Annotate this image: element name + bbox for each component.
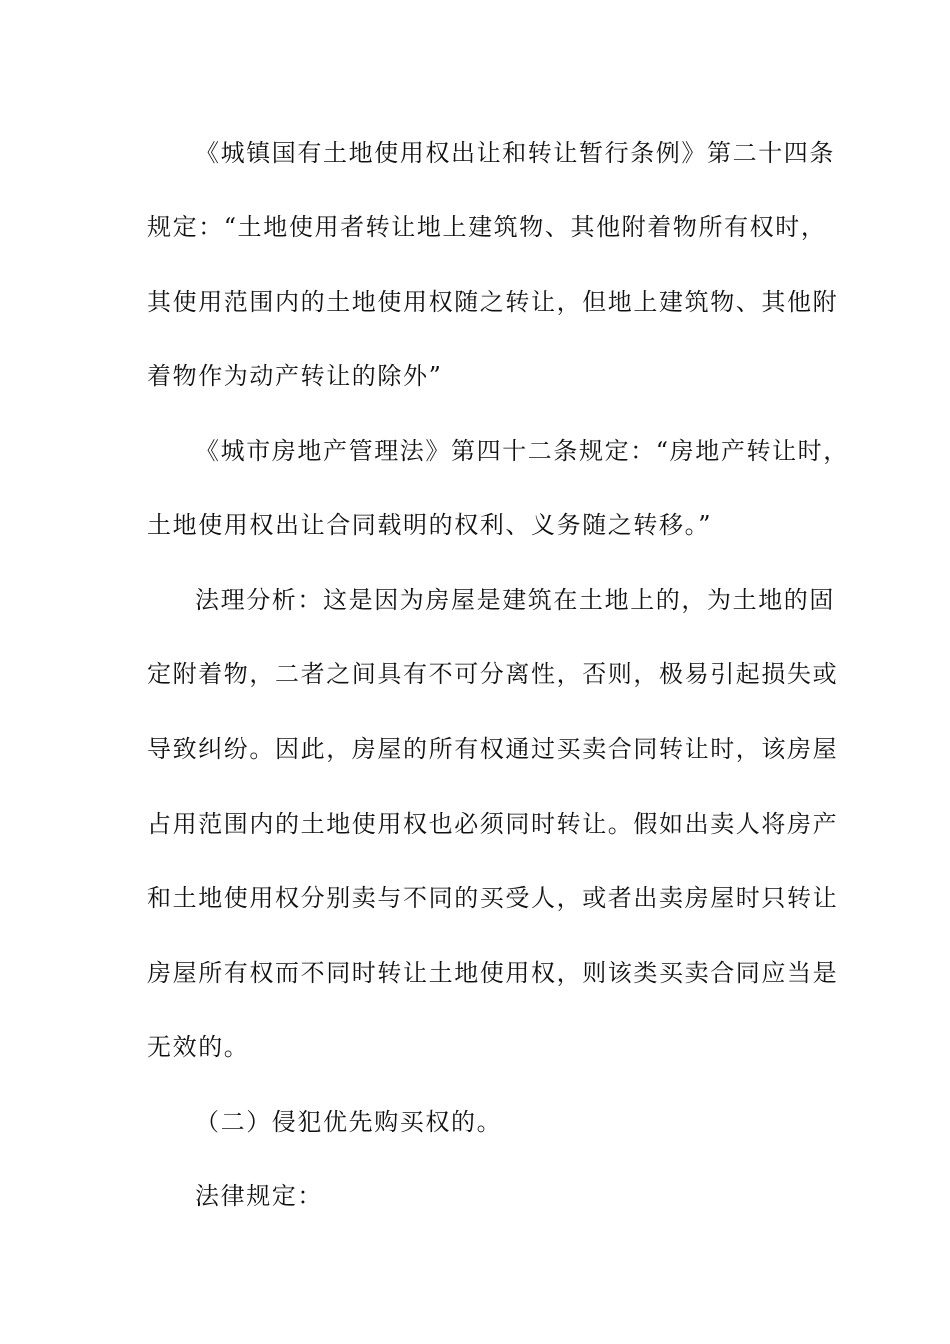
paragraph-line: 其使用范围内的土地使用权随之转让，但地上建筑物、其他附 (147, 288, 839, 316)
paragraph-line: 导致纠纷。因此，房屋的所有权通过买卖合同转让时，该房屋 (147, 735, 839, 763)
section-heading: （二）侵犯优先购买权的。 (195, 1108, 503, 1136)
paragraph-line: 土地使用权出让合同载明的权利、义务随之转移。” (147, 511, 713, 539)
paragraph-line: 法理分析：这是因为房屋是建筑在土地上的，为土地的固 (195, 586, 835, 614)
paragraph-line: 《城镇国有土地使用权出让和转让暂行条例》第二十四条 (195, 139, 835, 167)
paragraph-line: 占用范围内的土地使用权也必须同时转让。假如出卖人将房产 (147, 810, 839, 838)
paragraph-line: 规定：“土地使用者转让地上建筑物、其他附着物所有权时， (147, 213, 827, 241)
paragraph-line: 定附着物，二者之间具有不可分离性，否则，极易引起损失或 (147, 660, 839, 688)
paragraph-line: 《城市房地产管理法》第四十二条规定：“房地产转让时， (195, 437, 849, 465)
paragraph-line: 和土地使用权分别卖与不同的买受人，或者出卖房屋时只转让 (147, 884, 839, 912)
paragraph-line: 房屋所有权而不同时转让土地使用权，则该类买卖合同应当是 (147, 959, 839, 987)
paragraph-line: 着物作为动产转让的除外” (147, 362, 443, 390)
paragraph-line: 无效的。 (147, 1033, 250, 1061)
paragraph-line: 法律规定： (195, 1182, 323, 1210)
